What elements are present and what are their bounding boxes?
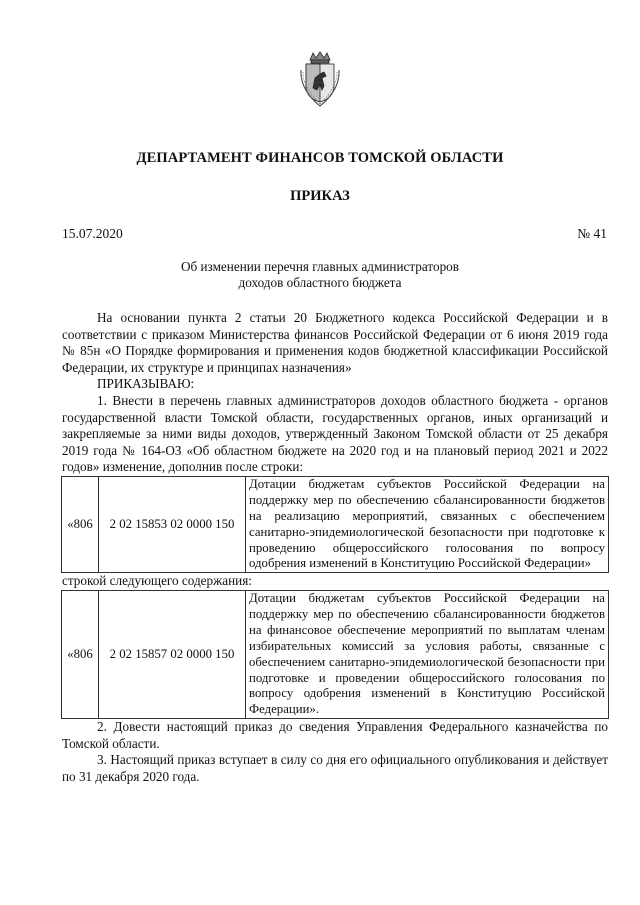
order-word: ПРИКАЗЫВАЮ: xyxy=(97,376,195,392)
description-cell: Дотации бюджетам субъектов Российской Федерации на поддержку мер по обеспечению сбалансированности бюджетов на финансовое обеспечение мероприятий по выплатам членам избирательных комиссий за условия работы, связанные с обеспечением санитарно-эпидемиологической безопасности при подготовке и проведении общероссийского голосования по вопросу одобрения изменений в Конституцию Российской Федерации». xyxy=(246,590,609,718)
description-cell: Дотации бюджетам субъектов Российской Федерации на поддержку мер по обеспечению сбалансированности бюджетов на реализацию мероприятий, связанных с обеспечением санитарно-эпидемиологической безопасности при подготовке к проведению общероссийского голосования по вопросу одобрения изменений в Конституцию Российской Федерации» xyxy=(246,476,609,572)
existing-row-table xyxy=(61,476,609,573)
order-body xyxy=(62,310,608,786)
item-2-paragraph: 2. Довести настоящий приказ до сведения Управления Федерального казначейства по Томской области. xyxy=(62,719,608,751)
income-code-cell: 2 02 15857 02 0000 150 xyxy=(99,590,246,718)
document-type: ПРИКАЗ xyxy=(290,188,350,204)
order-subject xyxy=(0,259,640,291)
order-number: № 41 xyxy=(577,226,607,241)
item-3-paragraph: 3. Настоящий приказ вступает в силу со дня его официального опубликования и действует по 31 декабря 2020 года. xyxy=(62,752,608,784)
admin-code-cell: «806 xyxy=(62,476,99,572)
subject-line-1: Об изменении перечня главных администраторов xyxy=(180,259,460,274)
tomsk-region-coat-of-arms-icon xyxy=(300,50,340,108)
table-row xyxy=(62,476,609,572)
order-date: 15.07.2020 xyxy=(62,226,123,241)
table-row xyxy=(62,590,609,718)
intro-paragraph: На основании пункта 2 статьи 20 Бюджетного кодекса Российской Федерации и в соответствии с приказом Министерства финансов Российской Федерации от 6 июня 2019 года № 85н «О Порядке формирования и применения кодов бюджетной классификации Российской Федерации, их структуре и принципах назначения» xyxy=(62,310,608,375)
new-row-table xyxy=(61,590,609,719)
income-code-cell: 2 02 15853 02 0000 150 xyxy=(99,476,246,572)
subject-line-2: доходов областного бюджета xyxy=(238,275,402,290)
following-row-label: строкой следующего содержания: xyxy=(62,573,252,589)
item-1-paragraph: 1. Внести в перечень главных администраторов доходов областного бюджета - органов государственной власти Томской области, государственных органов, иных организаций и закрепляемые за ними виды доходов, утвержденный Законом Томской области от 25 декабря 2019 года № 164-ОЗ «Об областном бюджете на 2020 год и на плановый период 2021 и 2022 годов» изменение, дополнив после строки: xyxy=(62,392,608,475)
department-title: ДЕПАРТАМЕНТ ФИНАНСОВ ТОМСКОЙ ОБЛАСТИ xyxy=(136,150,504,166)
admin-code-cell: «806 xyxy=(62,590,99,718)
